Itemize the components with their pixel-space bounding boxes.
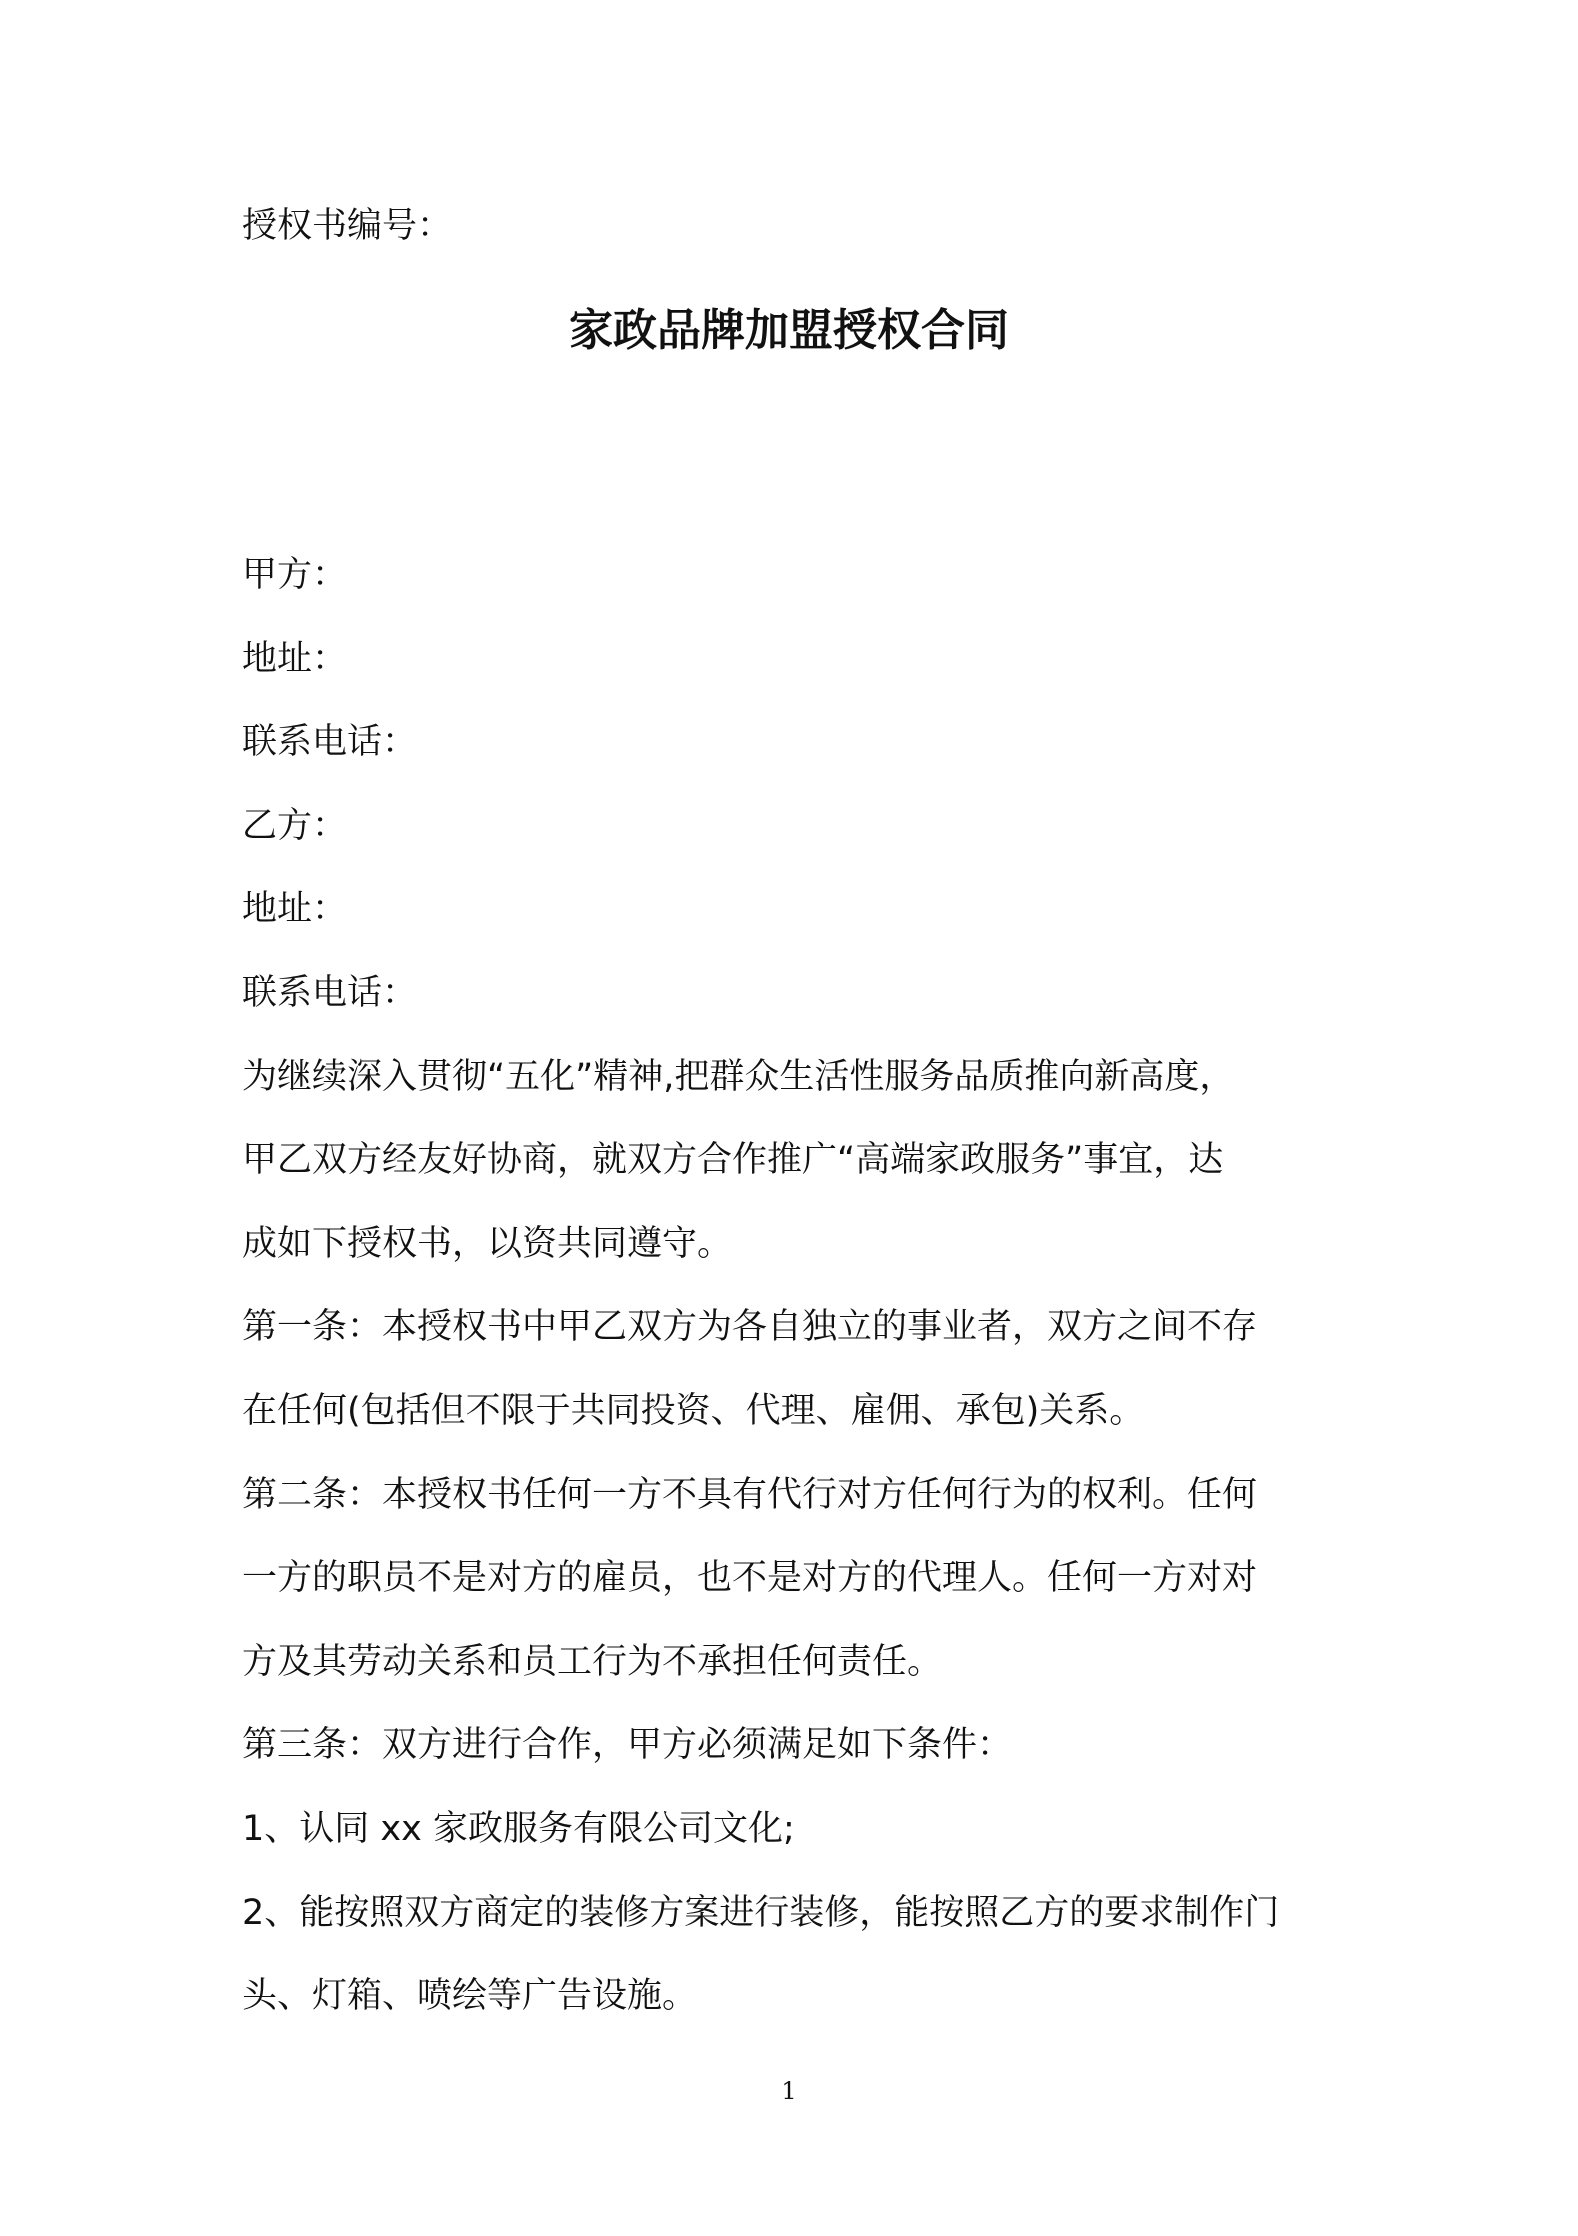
condition-1-line: 1、认同 xx 家政服务有限公司文化;	[242, 1808, 795, 1849]
preamble-line: 成如下授权书，以资共同遵守。	[242, 1223, 733, 1264]
article-3-line: 第三条：双方进行合作，甲方必须满足如下条件：	[242, 1725, 1013, 1766]
document-body	[242, 534, 1352, 2039]
authorization-number-label: 授权书编号：	[242, 206, 453, 246]
party-a-phone-label: 联系电话：	[242, 722, 418, 763]
party-b-address-label: 地址：	[242, 889, 348, 930]
document-title: 家政品牌加盟授权合同	[569, 305, 1009, 356]
party-b-label: 乙方：	[242, 805, 348, 846]
preamble-line: 甲乙双方经友好协商，就双方合作推广“高端家政服务”事宜，达	[242, 1140, 1224, 1181]
article-2-line: 一方的职员不是对方的雇员，也不是对方的代理人。任何一方对对	[242, 1558, 1258, 1599]
party-b-phone-label: 联系电话：	[242, 972, 418, 1013]
condition-2-line: 2、能按照双方商定的装修方案进行装修，能按照乙方的要求制作门	[242, 1892, 1280, 1933]
party-a-address-label: 地址：	[242, 638, 348, 679]
page-number: 1	[781, 2077, 797, 2105]
condition-2-line: 头、灯箱、喷绘等广告设施。	[242, 1976, 698, 2017]
article-2-line: 第二条：本授权书任何一方不具有代行对方任何行为的权利。任何	[242, 1474, 1258, 1515]
party-a-label: 甲方：	[242, 555, 348, 595]
article-1-line: 在任何(包括但不限于共同投资、代理、雇佣、承包)关系。	[242, 1390, 1145, 1431]
preamble-line: 为继续深入贯彻“五化”精神,把群众生活性服务品质推向新高度，	[242, 1056, 1235, 1097]
article-2-line: 方及其劳动关系和员工行为不承担任何责任。	[242, 1641, 943, 1682]
article-1-line: 第一条：本授权书中甲乙双方为各自独立的事业者，双方之间不存	[242, 1307, 1258, 1348]
